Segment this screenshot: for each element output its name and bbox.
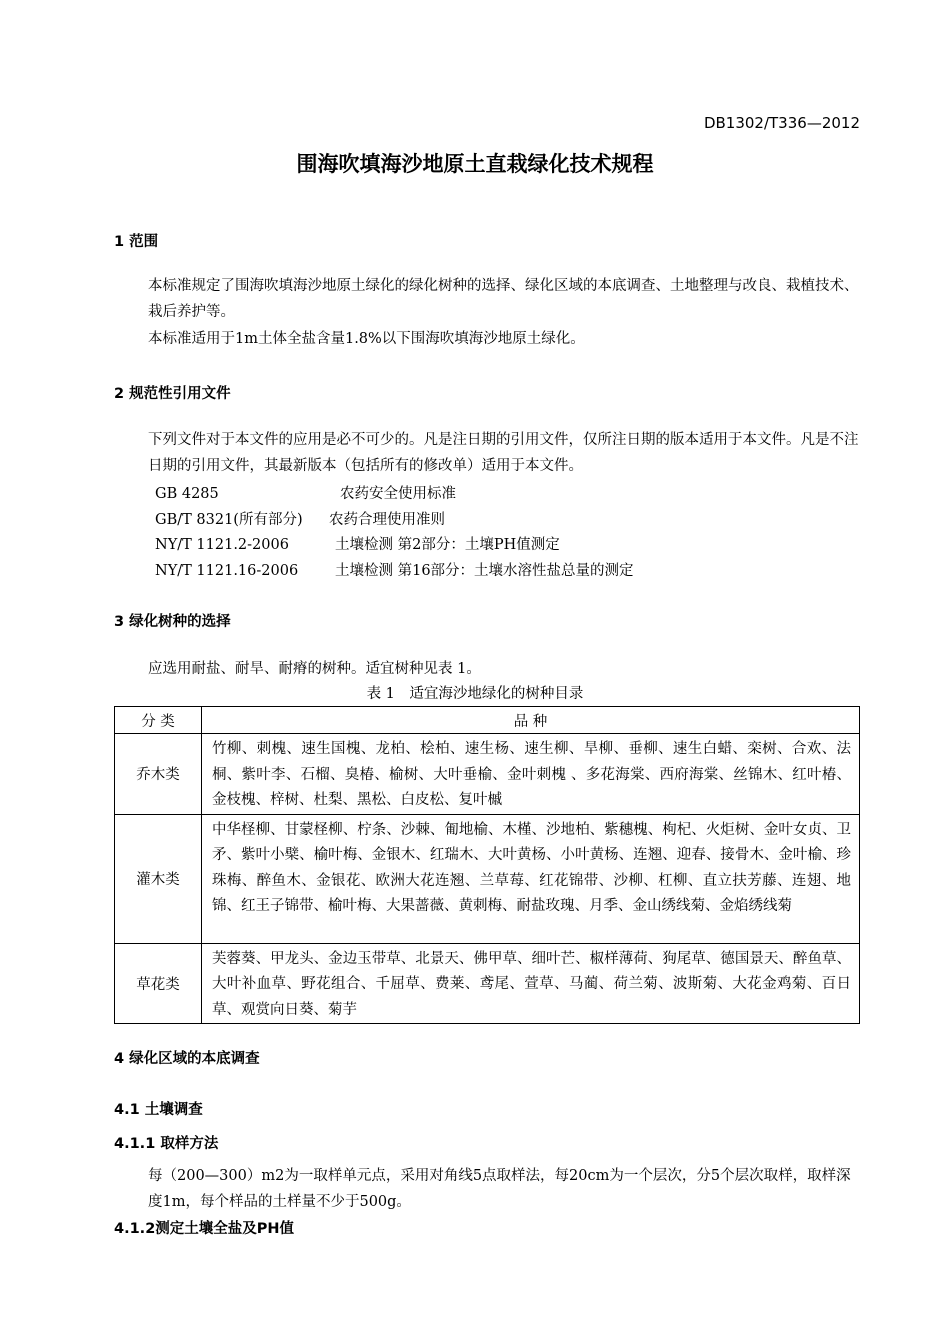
applicability-text: 本标准适用于1m土体全盐含量1.8%以下围海吹填海沙地原土绿化。 xyxy=(148,331,585,347)
reference-code: NY/T 1121.16-2006 xyxy=(155,563,299,579)
table-row xyxy=(115,734,860,815)
species-table xyxy=(114,706,860,1024)
table-caption: 表 1 适宜海沙地绿化的树种目录 xyxy=(366,686,584,702)
references-intro-text: 下列文件对于本文件的应用是必不可少的。凡是注日期的引用文件，仅所注日期的版本适用于本文件。凡是不注日期的引用文件，其最新版本（包括所有的修改单）适用于本文件。 xyxy=(148,432,859,474)
subsection-4-1-1-heading: 4.1.1 取样方法 xyxy=(114,1136,219,1152)
sampling-text: 每（200—300）m2为一取样单元点，采用对角线5点取样法，每20cm为一个层次，分5个层次取样，取样深度1m，每个样品的土样量不少于500g。 xyxy=(148,1168,851,1210)
species-cell: 竹柳、刺槐、速生国槐、龙柏、桧柏、速生杨、速生柳、旱柳、垂柳、速生白蜡、栾树、合欢、法桐、紫叶李、石榴、臭椿、榆树、大叶垂榆、金叶刺槐 、多花海棠、西府海棠、丝锦木、红叶椿、金枝槐、梓树、杜梨、黑松、白皮松、复叶槭 xyxy=(202,734,860,815)
section-2-intro xyxy=(114,427,860,479)
header-category: 分 类 xyxy=(115,707,202,734)
header-species: 品 种 xyxy=(202,707,860,734)
reference-code: NY/T 1121.2-2006 xyxy=(155,537,289,553)
table-row xyxy=(115,814,860,943)
section-2-heading: 2 规范性引用文件 xyxy=(114,386,231,402)
section-4-heading: 4 绿化区域的本底调查 xyxy=(114,1051,260,1067)
subsection-4-1-heading: 4.1 土壤调查 xyxy=(114,1102,203,1118)
reference-item xyxy=(155,559,634,580)
standard-number: DB1302/T336—2012 xyxy=(703,114,860,132)
section-3-paragraph xyxy=(114,656,860,682)
species-cell: 中华柽柳、甘蒙柽柳、柠条、沙棘、匍地榆、木槿、沙地柏、紫穗槐、枸杞、火炬树、金叶女贞、卫矛、紫叶小檗、榆叶梅、金银木、红瑞木、大叶黄杨、小叶黄杨、连翘、迎春、接骨木、金叶榆、珍珠梅、醉鱼木、金银花、欧洲大花连翘、兰草莓、红花锦带、沙柳、杠柳、直立扶芳藤、连翅、地锦、红王子锦带、榆叶梅、大果蔷薇、黄刺梅、耐盐玫瑰、月季、金山绣线菊、金焰绣线菊 xyxy=(202,814,860,943)
section-1-paragraph-2 xyxy=(114,326,860,352)
scope-text: 本标准规定了围海吹填海沙地原土绿化的绿化树种的选择、绿化区域的本底调查、土地整理与改良、栽植技术、栽后养护等。 xyxy=(148,278,859,320)
reference-item xyxy=(155,482,456,503)
reference-name: 农药合理使用准则 xyxy=(329,512,445,528)
category-cell: 灌木类 xyxy=(115,814,202,943)
document-title: 围海吹填海沙地原土直栽绿化技术规程 xyxy=(296,152,654,176)
species-cell: 芙蓉葵、甲龙头、金边玉带草、北景天、佛甲草、细叶芒、椒样薄荷、狗尾草、德国景天、醉鱼草、大叶补血草、野花组合、千屈草、费莱、鸢尾、萱草、马蔺、荷兰菊、波斯菊、大花金鸡菊、百日草、观赏向日葵、菊芋 xyxy=(202,943,860,1024)
reference-item xyxy=(155,508,445,529)
category-cell: 草花类 xyxy=(115,943,202,1024)
section-1-paragraph-1 xyxy=(114,273,860,325)
species-selection-text: 应选用耐盐、耐旱、耐瘠的树种。适宜树种见表 1。 xyxy=(148,661,481,677)
reference-code: GB/T 8321(所有部分) xyxy=(155,512,303,528)
table-row xyxy=(115,943,860,1024)
section-3-heading: 3 绿化树种的选择 xyxy=(114,614,231,630)
reference-name: 农药安全使用标准 xyxy=(340,486,456,502)
section-1-heading: 1 范围 xyxy=(114,234,159,250)
reference-code: GB 4285 xyxy=(155,486,219,502)
table-header-row xyxy=(115,707,860,734)
category-cell: 乔木类 xyxy=(115,734,202,815)
subsection-4-1-2-heading: 4.1.2测定土壤全盐及PH值 xyxy=(114,1221,295,1237)
reference-name: 土壤检测 第2部分：土壤PH值测定 xyxy=(335,537,560,553)
sampling-paragraph xyxy=(114,1163,860,1215)
reference-item xyxy=(155,533,560,554)
reference-name: 土壤检测 第16部分：土壤水溶性盐总量的测定 xyxy=(335,563,634,579)
